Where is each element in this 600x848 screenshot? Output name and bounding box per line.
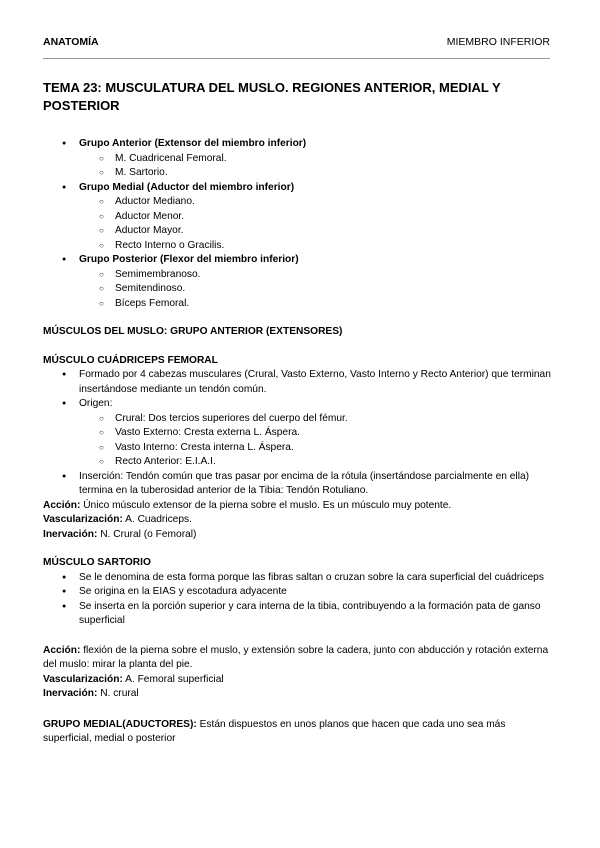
sartorio-list — [43, 571, 555, 629]
quad-vasc: Vascularización: A. Cuadriceps. — [43, 514, 192, 525]
list-item: ○ Semimembranoso. — [43, 268, 555, 283]
list-item: ○ Recto Interno o Gracilis. — [43, 239, 555, 254]
list-item: ○ Semitendinoso. — [43, 282, 555, 297]
anterior-heading: MÚSCULOS DEL MUSLO: GRUPO ANTERIOR (EXTENSORES) — [43, 326, 343, 337]
list-item: ○ Aductor Menor. — [43, 210, 555, 225]
document-title: TEMA 23: MUSCULATURA DEL MUSLO. REGIONES ANTERIOR, MEDIAL Y POSTERIOR — [43, 80, 501, 113]
quad-inerv: Inervación: N. Crural (o Femoral) — [43, 528, 197, 540]
list-item: ○ M. Cuadricenal Femoral. — [43, 152, 555, 167]
group-medial: ● Grupo Medial (Aductor del miembro inferior) ○ Aductor Mediano. ○ Aductor Menor. ○ Aductor Mayor. ○ Recto Interno o Gracilis. — [43, 181, 555, 254]
quad-formed: ● Formado por 4 cabezas musculares (Crural, Vasto Externo, Vasto Interno y Recto Anterior) que terminan insertándose mediante un tendón común. — [43, 368, 555, 397]
sartorio-inerv: Inervación: N. crural — [43, 688, 139, 699]
group-posterior: ● Grupo Posterior (Flexor del miembro inferior) ○ Semimembranoso. ○ Semitendinoso. ○ Bíceps Femoral. — [43, 253, 555, 311]
list-item: ○ Crural: Dos tercios superiores del cuerpo del fémur. — [43, 412, 555, 427]
group-anterior: ● Grupo Anterior (Extensor del miembro inferior) ○ M. Cuadricenal Femoral. ○ M. Sartorio. — [43, 137, 555, 181]
muscle-groups-list — [43, 137, 555, 311]
sartorio-heading: MÚSCULO SARTORIO — [43, 557, 151, 568]
header-topic: MIEMBRO INFERIOR — [446, 36, 550, 48]
list-item: ● Se origina en la EIAS y escotadura adyacente — [43, 585, 555, 600]
quad-list — [43, 368, 555, 499]
sartorio-accion: Acción: flexión de la pierna sobre el muslo, y extensión sobre la cadera, junto con abducción y rotación externa del muslo: mirar la planta del pie. — [43, 644, 549, 670]
list-item: ○ Recto Anterior: E.I.A.I. — [43, 455, 555, 470]
list-item: ● Se inserta en la porción superior y cara interna de la tibia, contribuyendo a la formación pata de ganso superficial — [43, 600, 555, 629]
list-item: ○ Bíceps Femoral. — [43, 297, 555, 312]
list-item: ○ M. Sartorio. — [43, 166, 555, 181]
list-item: ○ Vasto Externo: Cresta externa L. Áspera. — [43, 426, 555, 441]
list-item: ○ Vasto Interno: Cresta interna L. Áspera. — [43, 441, 555, 456]
medial-group-paragraph: GRUPO MEDIAL(ADUCTORES): Están dispuestos en unos planos que hacen que cada uno sea más superficial, medial o posterior — [43, 718, 506, 744]
quad-heading: MÚSCULO CUÁDRICEPS FEMORAL — [43, 354, 218, 366]
list-item: ○ Aductor Mayor. — [43, 224, 555, 239]
header-subject: ANATOMÍA — [43, 36, 99, 48]
document-body — [43, 79, 555, 747]
sartorio-vasc: Vascularización: A. Femoral superficial — [43, 673, 224, 685]
quad-insertion: ● Inserción: Tendón común que tras pasar por encima de la rótula (insertándose parcialmente en ella) termina en la tuberosidad anterior de la Tibia: Tendón Rotuliano. — [43, 470, 555, 499]
list-item: ○ Aductor Mediano. — [43, 195, 555, 210]
quad-origin: ● Origen: ○ Crural: Dos tercios superiores del cuerpo del fémur. ○ Vasto Externo: Cresta externa L. Áspera. ○ Vasto Interno: Cresta interna L. Áspera. ○ Recto Anterior: E.I.A.I. — [43, 397, 555, 470]
header-rule — [43, 58, 550, 59]
quad-accion: Acción: Único músculo extensor de la pierna sobre el muslo. Es un músculo muy potente. — [43, 499, 452, 511]
list-item: ● Se le denomina de esta forma porque las fibras saltan o cruzan sobre la cara superficial del cuádriceps — [43, 571, 555, 586]
page-header — [43, 36, 550, 52]
